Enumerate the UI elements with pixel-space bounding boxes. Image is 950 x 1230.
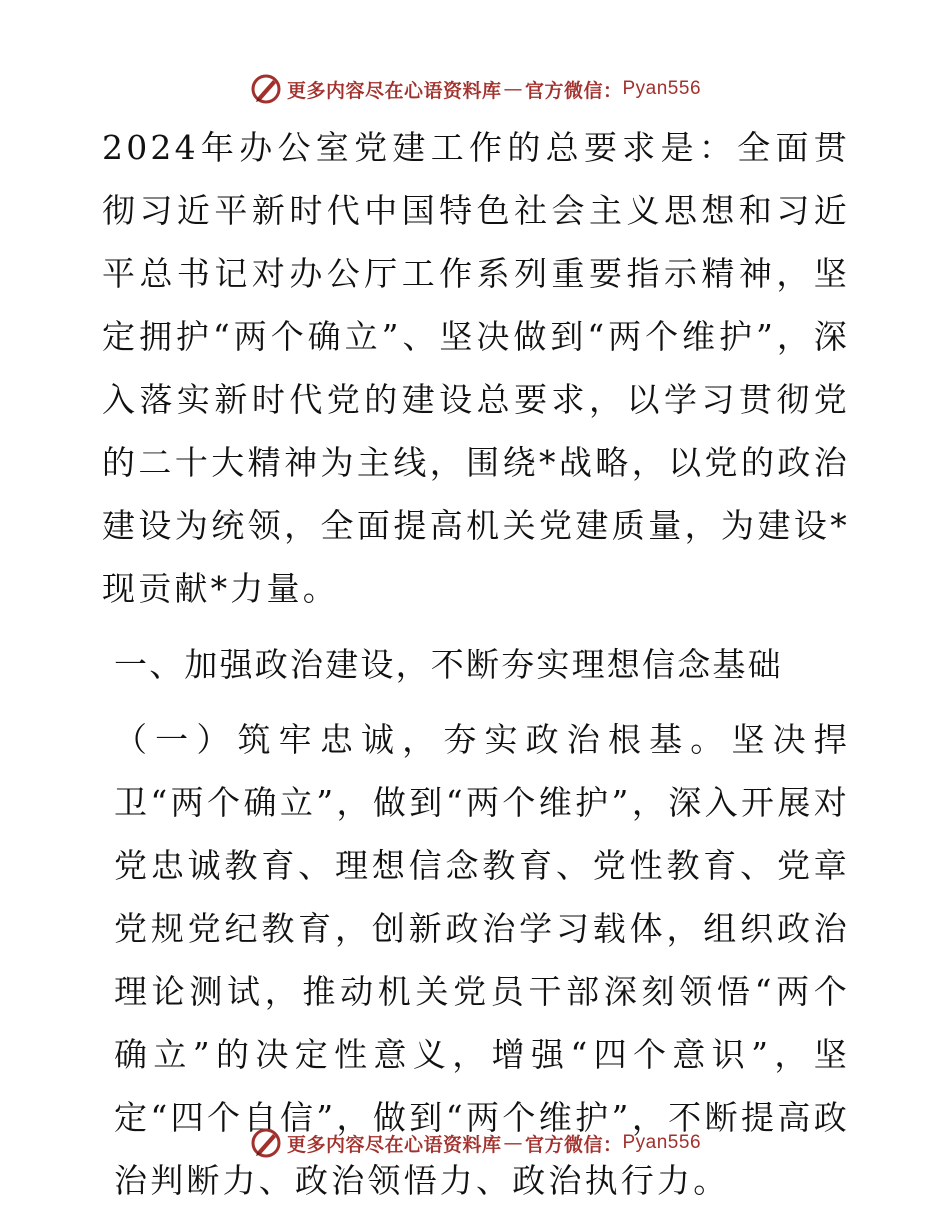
footer-brand-text: 更多内容尽在心语资料库	[286, 1133, 502, 1156]
intro-paragraph: 2024年办公室党建工作的总要求是：全面贯彻习近平新时代中国特色社会主义思想和习近平总书记对办公厅工作系列重要指示精神，坚定拥护“两个确立”、坚决做到“两个维护”，深入落实新时代党的建设总要求，以学习贯彻党的二十大精神为主线，围绕*战略，以党的政治建设为统领，全面提高机关党建质量，为建设*现贡献*力量。	[102, 128, 850, 608]
pen-circle-logo-icon	[249, 1126, 283, 1160]
header-watermark-banner	[0, 72, 950, 106]
header-separator: —	[503, 78, 523, 100]
header-wechat-label: 官方微信：	[524, 79, 623, 102]
section-1-item-1-paragraph: （一）筑牢忠诚，夯实政治根基。坚决捍卫“两个确立”，做到“两个维护”，深入开展对党忠诚教育、理想信念教育、党性教育、党章党规党纪教育，创新政治学习载体，组织政治理论测试，推动机关党员干部深刻领悟“两个确立”的决定性意义，增强“四个意识”，坚定“四个自信”，做到“两个维护”，不断提高政治判断力、政治领悟力、政治执行力。	[114, 720, 850, 1200]
header-wechat-id: Pyan556	[622, 78, 702, 99]
pen-circle-logo-icon	[249, 72, 283, 106]
document-body	[98, 116, 850, 1212]
header-brand-text: 更多内容尽在心语资料库	[286, 79, 502, 102]
footer-wechat-id: Pyan556	[622, 1132, 702, 1153]
footer-wechat-label: 官方微信：	[524, 1133, 623, 1156]
section-heading-1: 一、加强政治建设，不断夯实理想信念基础	[114, 645, 783, 684]
footer-watermark-banner	[0, 1126, 950, 1160]
footer-separator: —	[503, 1132, 523, 1154]
